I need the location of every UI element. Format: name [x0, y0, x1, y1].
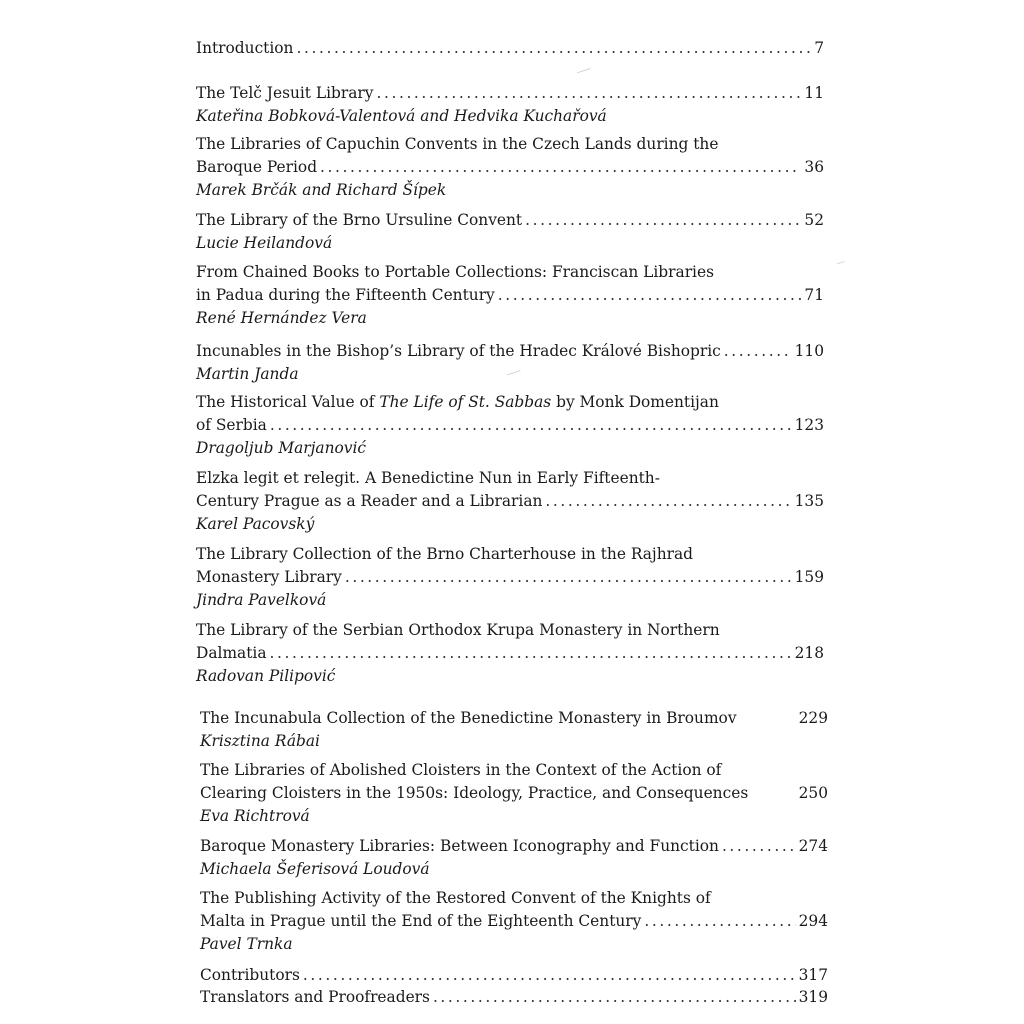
- page-number: 11: [804, 84, 824, 102]
- leader-dots: [545, 490, 791, 513]
- leader-dots: [525, 209, 801, 232]
- entry-title: Translators and Proofreaders: [200, 988, 430, 1006]
- entry-title: Baroque Monastery Libraries: Between Iconography and Function: [200, 837, 719, 855]
- entry-title: Monastery Library: [196, 568, 342, 586]
- toc-entry: [196, 209, 824, 255]
- entry-author: Eva Richtrová: [200, 807, 310, 825]
- leader-dots: [724, 340, 792, 363]
- table-of-contents: [196, 0, 828, 1024]
- toc-entry: [196, 261, 824, 330]
- entry-title-line: Elzka legit et relegit. A Benedictine Nun in Early Fifteenth-: [196, 469, 660, 487]
- entry-title: in Padua during the Fifteenth Century: [196, 286, 495, 304]
- page-number: 319: [798, 988, 828, 1006]
- entry-author: Krisztina Rábai: [200, 732, 320, 750]
- page-number: 250: [798, 784, 828, 802]
- toc-entry-introduction: [196, 37, 824, 60]
- entry-author: Dragoljub Marjanović: [196, 439, 366, 457]
- page-number: 52: [804, 211, 824, 229]
- page-number: 71: [804, 286, 824, 304]
- entry-title: The Library of the Brno Ursuline Convent: [196, 211, 523, 229]
- scan-speck: [837, 261, 847, 272]
- entry-author: René Hernández Vera: [196, 309, 367, 327]
- entry-title: Baroque Period: [196, 158, 318, 176]
- page-number: 159: [794, 568, 824, 586]
- leader-dots: [303, 964, 796, 987]
- leader-dots: [270, 642, 792, 665]
- page-number: 36: [804, 158, 824, 176]
- entry-title-line: [196, 391, 824, 414]
- entry-title-line: The Library Collection of the Brno Charterhouse in the Rajhrad: [196, 545, 694, 563]
- toc-entry: [196, 133, 824, 202]
- entry-title-line: The Publishing Activity of the Restored Convent of the Knights of: [200, 889, 711, 907]
- leader-dots: [498, 284, 802, 307]
- page-number: 218: [794, 644, 824, 662]
- page-number: 135: [794, 492, 824, 510]
- entry-author: Jindra Pavelková: [196, 591, 327, 609]
- leader-dots: [722, 835, 796, 858]
- leader-dots: [296, 37, 811, 60]
- toc-entry-contributors: [200, 964, 828, 987]
- leader-dots: [644, 910, 795, 933]
- toc-entry: [196, 467, 824, 536]
- entry-title-part: by Monk Domentijan: [551, 393, 719, 411]
- entry-title-line: The Libraries of Abolished Cloisters in the Context of the Action of: [200, 761, 722, 779]
- entry-title: Century Prague as a Reader and a Librarian: [196, 492, 543, 510]
- entry-author: Radovan Pilipović: [196, 667, 336, 685]
- toc-entry: [196, 543, 824, 612]
- entry-author: Kateřina Bobková-Valentová and Hedvika Kuchařová: [196, 107, 607, 125]
- toc-entry: [200, 835, 828, 881]
- entry-title-line: The Library of the Serbian Orthodox Krupa Monastery in Northern: [196, 621, 720, 639]
- page-number: 294: [798, 912, 828, 930]
- leader-dots: [376, 82, 801, 105]
- page-number: 274: [798, 837, 828, 855]
- entry-title: Malta in Prague until the End of the Eighteenth Century: [200, 912, 642, 930]
- entry-title-line: From Chained Books to Portable Collections: Franciscan Libraries: [196, 263, 714, 281]
- entry-author: Michaela Šeferisová Loudová: [200, 860, 430, 878]
- entry-title-line: The Libraries of Capuchin Convents in the Czech Lands during the: [196, 135, 719, 153]
- entry-author: Karel Pacovský: [196, 515, 315, 533]
- leader-dots: [320, 156, 801, 179]
- page-number: 317: [798, 966, 828, 984]
- leader-dots: [433, 986, 796, 1009]
- toc-entry: [200, 887, 828, 956]
- page-number: 7: [814, 39, 824, 57]
- page-number: 229: [798, 709, 828, 727]
- toc-entry: [196, 619, 824, 688]
- leader-dots: [345, 566, 792, 589]
- entry-title: Incunables in the Bishop’s Library of the Hradec Králové Bishopric: [196, 342, 721, 360]
- toc-entry: [200, 759, 828, 828]
- toc-entry: [196, 391, 824, 460]
- entry-author: Pavel Trnka: [200, 935, 293, 953]
- entry-author: Lucie Heilandová: [196, 234, 333, 252]
- page-number: 123: [794, 416, 824, 434]
- entry-title: The Incunabula Collection of the Benedictine Monastery in Broumov: [200, 709, 737, 727]
- toc-entry: [196, 82, 824, 128]
- leader-dots: [270, 414, 792, 437]
- entry-author: Marek Brčák and Richard Šípek: [196, 181, 447, 199]
- entry-title-part: The Historical Value of: [196, 393, 380, 411]
- entry-title: Contributors: [200, 966, 300, 984]
- toc-entry-translators: [200, 986, 828, 1009]
- entry-title: The Telč Jesuit Library: [196, 84, 374, 102]
- entry-title: of Serbia: [196, 416, 267, 434]
- entry-title-italic: The Life of St. Sabbas: [379, 393, 552, 411]
- toc-entry: [200, 707, 828, 753]
- entry-title: Introduction: [196, 39, 294, 57]
- entry-title: Dalmatia: [196, 644, 267, 662]
- entry-title: Clearing Cloisters in the 1950s: Ideology, Practice, and Consequences: [200, 784, 749, 802]
- entry-author: Martin Janda: [196, 365, 299, 383]
- page-number: 110: [794, 342, 824, 360]
